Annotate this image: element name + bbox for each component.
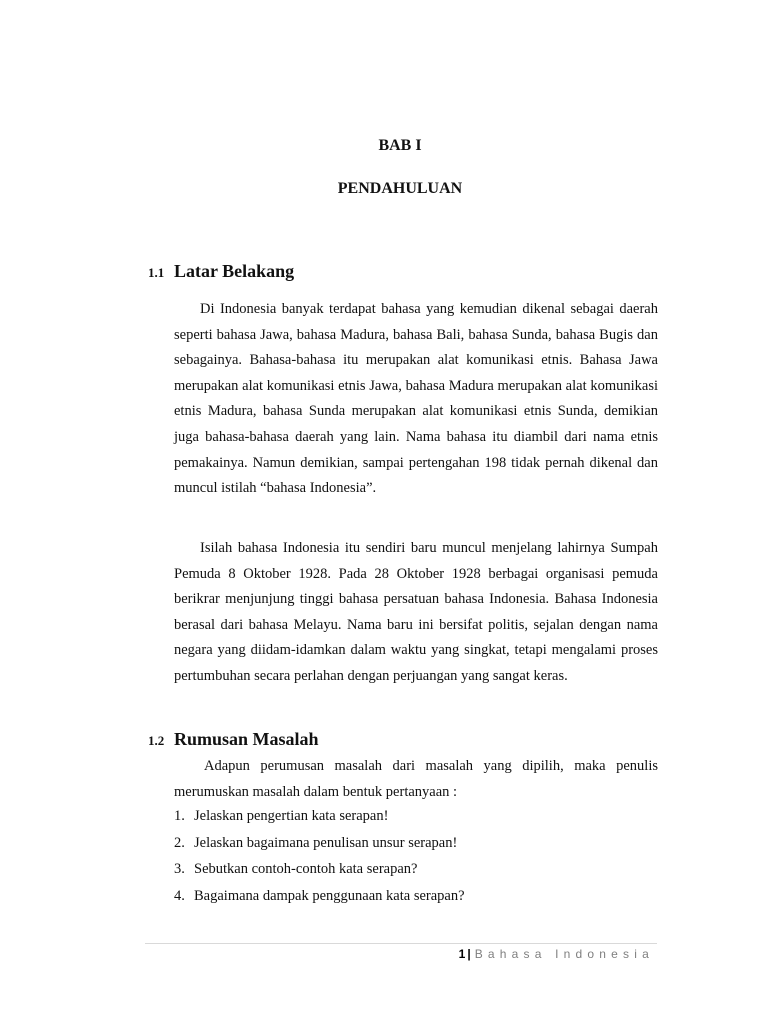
paragraph-text: Di Indonesia banyak terdapat bahasa yang kemudian dikenal sebagai daerah seperti bahasa Jawa, bahasa Madura, bahasa Bali, bahasa Sunda, bahasa Bugis dan sebagainya. Bahasa-bahasa itu merupakan alat komunikasi etnis. Bahasa Jawa merupakan alat komunikasi etnis Jawa, bahasa Madura merupakan alat komunikasi etnis Madura, bahasa Sunda merupakan alat komunikasi etnis Sunda, demikian juga bahasa-bahasa daerah yang lain. Nama bahasa itu diambil dari nama etnis pemakainya. Namun demikian, sampai pertengahan 198 tidak pernah dikenal dan muncul istilah “bahasa Indonesia”. (174, 301, 658, 497)
chapter-title: PENDAHULUAN (337, 180, 463, 197)
list-item-number: 2. (174, 834, 185, 851)
chapter-number: BAB I (378, 137, 422, 154)
paragraph-text: Isilah bahasa Indonesia itu sendiri baru muncul menjelang lahirnya Sumpah Pemuda 8 Oktober 1928. Pada 28 Oktober 1928 berbagai organisasi pemuda berikrar menjunjung tinggi bahasa persatuan bahasa Indonesia. Bahasa Indonesia berasal dari bahasa Melayu. Nama baru ini bersifat politis, sejalan dengan nama negara yang diidam-idamkan dalam waktu yang singkat, tetapi mengalami proses pertumbuhan secara perlahan dengan perjuangan yang sangat keras. (174, 540, 658, 684)
list-item (174, 830, 465, 857)
section-number: 1.1 (148, 265, 165, 280)
section-title: Latar Belakang (174, 261, 295, 281)
list-item (174, 883, 465, 910)
list-item-number: 1. (174, 808, 185, 824)
footer-label: Bahasa Indonesia (474, 947, 654, 961)
list-item-text: Jelaskan bagaimana penulisan unsur serapan! (194, 834, 458, 851)
paragraph-latar-belakang-2 (174, 536, 658, 690)
page-footer (459, 947, 654, 961)
list-item-text: Jelaskan pengertian kata serapan! (194, 808, 389, 824)
list-item-number: 4. (174, 887, 185, 904)
section-heading-rumusan-masalah (148, 729, 319, 750)
list-item-text: Sebutkan contoh-contoh kata serapan? (194, 861, 418, 877)
footer-divider (145, 943, 657, 944)
page-number: 1 (458, 947, 466, 961)
paragraph-latar-belakang-1 (174, 297, 658, 502)
section-heading-latar-belakang (148, 261, 294, 282)
section-title: Rumusan Masalah (174, 729, 319, 749)
list-item (174, 856, 465, 883)
paragraph-rumusan-masalah-intro (174, 754, 658, 805)
section-number: 1.2 (148, 733, 165, 748)
list-item-number: 3. (174, 861, 185, 877)
footer-separator: | (467, 947, 471, 961)
paragraph-text: Adapun perumusan masalah dari masalah yang dipilih, maka penulis merumuskan masalah dalam bentuk pertanyaan : (174, 758, 658, 800)
list-item (174, 803, 465, 830)
list-item-text: Bagaimana dampak penggunaan kata serapan? (194, 887, 465, 904)
question-list (174, 803, 465, 909)
